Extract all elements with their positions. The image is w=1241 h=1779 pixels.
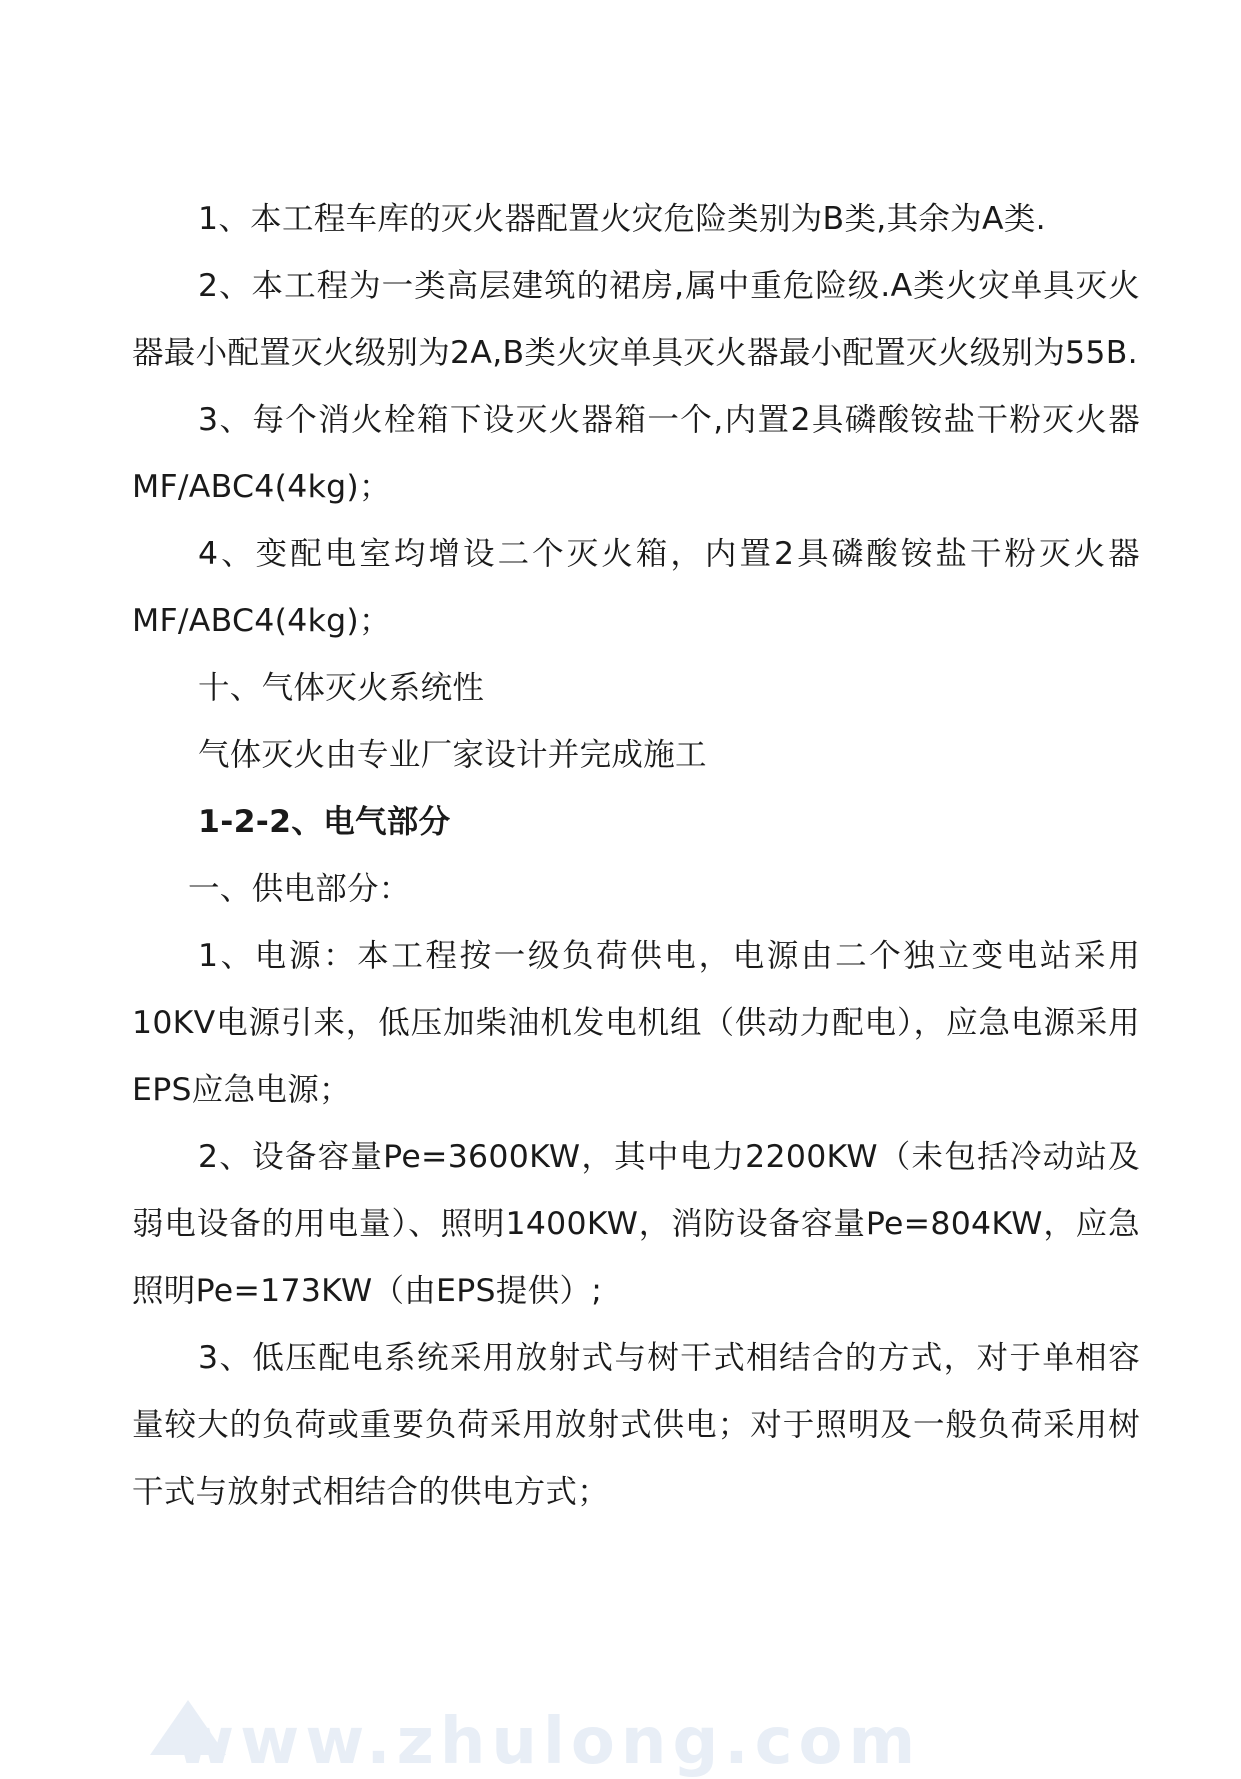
subsection-heading-power-supply: 一、供电部分： <box>188 871 411 907</box>
paragraph-distribution-system: 3、低压配电系统采用放射式与树干式相结合的方式，对于单相容量较大的负荷或重要负荷采用放射式供电；对于照明及一般负荷采用树干式与放射式相结合的供电方式； <box>132 1340 1140 1510</box>
section-heading-gas-extinguishing: 十、气体灭火系统性 <box>198 670 485 706</box>
document-body <box>132 186 1140 1526</box>
paragraph-power-source: 1、电源：本工程按一级负荷供电，电源由二个独立变电站采用10KV电源引来，低压加柴油机发电机组（供动力配电），应急电源采用EPS应急电源； <box>132 938 1140 1108</box>
paragraph-equipment-capacity: 2、设备容量Pe=3600KW，其中电力2200KW（未包括冷动站及弱电设备的用电量）、照明1400KW，消防设备容量Pe=804KW，应急照明Pe=173KW（由EPS提供）; <box>132 1139 1140 1309</box>
paragraph-3: 3、每个消火栓箱下设灭火器箱一个,内置2具磷酸铵盐干粉灭火器MF/ABC4(4kg)； <box>132 402 1140 505</box>
section-heading-electrical: 1-2-2、电气部分 <box>198 804 451 840</box>
watermark: www.zhulong.com <box>175 1705 922 1779</box>
paragraph-4: 4、变配电室均增设二个灭火箱，内置2具磷酸铵盐干粉灭火器MF/ABC4(4kg)； <box>132 536 1140 639</box>
paragraph-gas-extinguishing: 气体灭火由专业厂家设计并完成施工 <box>198 737 707 773</box>
paragraph-2: 2、本工程为一类高层建筑的裙房,属中重危险级.A类火灾单具灭火器最小配置灭火级别为2A,B类火灾单具灭火器最小配置灭火级别为55B. <box>132 268 1140 371</box>
paragraph-1: 1、本工程车库的灭火器配置火灾危险类别为B类,其余为A类. <box>198 201 1046 237</box>
